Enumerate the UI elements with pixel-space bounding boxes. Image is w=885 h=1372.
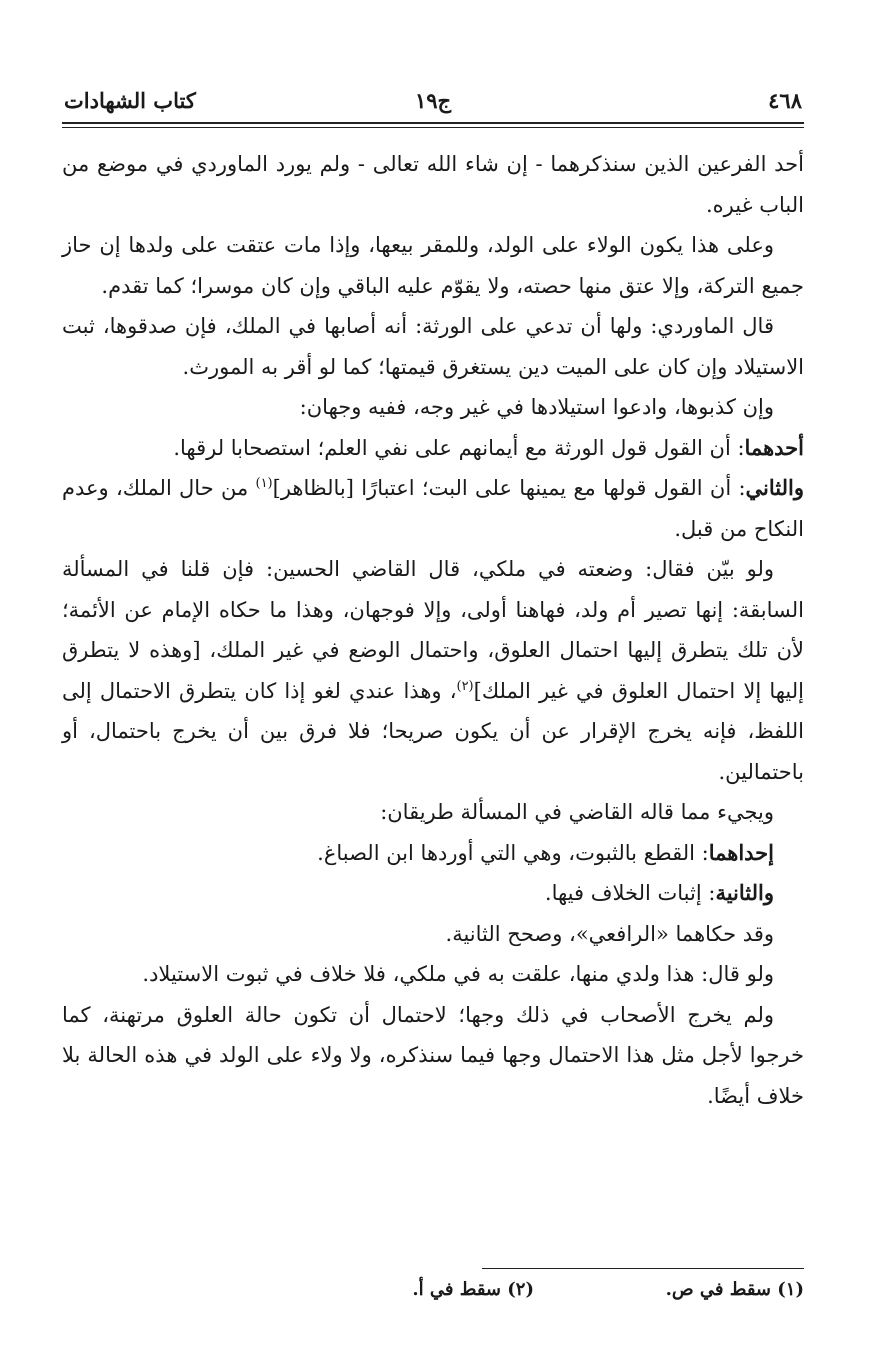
- second-path-lead: والثانية: [715, 880, 774, 905]
- second-path-text: : إثبات الخلاف فيها.: [544, 881, 716, 905]
- second-view-text-b: من حال الملك، وعدم النكاح من قبل.: [62, 476, 804, 541]
- footnote-ref-2: (٢): [456, 678, 474, 694]
- paragraph-10: [62, 873, 804, 914]
- footnote-ref-1: (١): [255, 476, 273, 491]
- first-view-text: : أن القول قول الورثة مع أيمانهم على نفي العلم؛ استصحابا لرقها.: [173, 435, 745, 460]
- paragraph-4: وإن كذبوها، وادعوا استيلادها في غير وجه، ففيه وجهان:: [299, 395, 774, 419]
- page-number: ٤٦٨: [768, 88, 802, 113]
- paragraph-9: [62, 833, 804, 874]
- footnote-1: (١) سقط في ص.: [665, 1279, 804, 1300]
- footnote-separator: [482, 1268, 804, 1269]
- header-rule-thick: [62, 122, 804, 124]
- first-path-text: : القطع بالثبوت، وهي التي أوردها ابن الصباغ.: [317, 840, 709, 865]
- footnote-2: (٢) سقط في أ.: [412, 1279, 534, 1300]
- second-view-lead: والثاني: [745, 475, 804, 500]
- paragraph-6: [62, 468, 804, 549]
- volume-number: ج١٩: [414, 88, 452, 113]
- first-path-lead: إحداهما: [708, 839, 774, 865]
- paragraph-1: أحد الفرعين الذين سنذكرهما - إن شاء الله تعالى - ولم يورد الماوردي في موضع من الباب غيره.: [62, 152, 804, 217]
- second-view-text-a: : أن القول قولها مع يمينها على البت؛ اعتبارًا [بالظاهر]: [272, 476, 746, 500]
- header-rule-thin: [62, 127, 804, 128]
- paragraph-5: [62, 428, 804, 469]
- book-title: كتاب الشهادات: [64, 88, 196, 113]
- footnotes: [204, 1279, 804, 1315]
- main-text: [62, 144, 804, 1116]
- paragraph-7-text-a: ولو بيّن فقال: وضعته في ملكي، قال القاضي الحسين: فإن قلنا في المسألة السابقة: إنها تصير أم ولد، فهاهنا أولى، وإلا فوجهان، وهذا ما حكاه الإمام عن الأئمة؛ لأن تلك يتطرق إليها احتمال العلوق، واحتمال الوضع في غير الملك، [وهذه لا يتطرق إليها إلا احتمال العلوق في غير الملك]: [62, 557, 805, 703]
- paragraph-8: ويجيء مما قاله القاضي في المسألة طريقان:: [380, 800, 774, 824]
- paragraph-11: وقد حكاهما «الرافعي»، وصحح الثانية.: [445, 921, 774, 946]
- paragraph-3: قال الماوردي: ولها أن تدعي على الورثة: أنه أصابها في الملك، فإن صدقوها، ثبت الاستيلاد وإن كان على الميت دين يستغرق قيمتها؛ كما لو أقر به المورث.: [62, 314, 804, 379]
- first-view-lead: أحدهما: [744, 434, 804, 460]
- paragraph-13: ولم يخرج الأصحاب في ذلك وجها؛ لاحتمال أن تكون حالة العلوق مرتهنة، كما خرجوا لأجل مثل هذا الاحتمال وجها فيما سنذكره، ولا ولاء على الولد في هذه الحالة بلا خلاف أيضًا.: [62, 1002, 804, 1108]
- paragraph-7-text-b: ، وهذا عندي لغو إذا كان يتطرق الاحتمال إلى اللفظ، فإنه يخرج الإقرار عن أن يكون صريحا؛ فلا فرق بين أن يخرج باحتمال، أو باحتمالين.: [62, 678, 804, 784]
- paragraph-7: [62, 549, 804, 792]
- running-header: [62, 82, 804, 122]
- paragraph-12: ولو قال: هذا ولدي منها، علقت به في ملكي، فلا خلاف في ثبوت الاستيلاد.: [142, 962, 774, 986]
- paragraph-2: وعلى هذا يكون الولاء على الولد، وللمقر بيعها، وإذا مات عتقت على ولدها إن حاز جميع التركة، وإلا عتق منها حصته، ولا يقوّم عليه الباقي وإن كان موسرا؛ كما تقدم.: [62, 233, 804, 298]
